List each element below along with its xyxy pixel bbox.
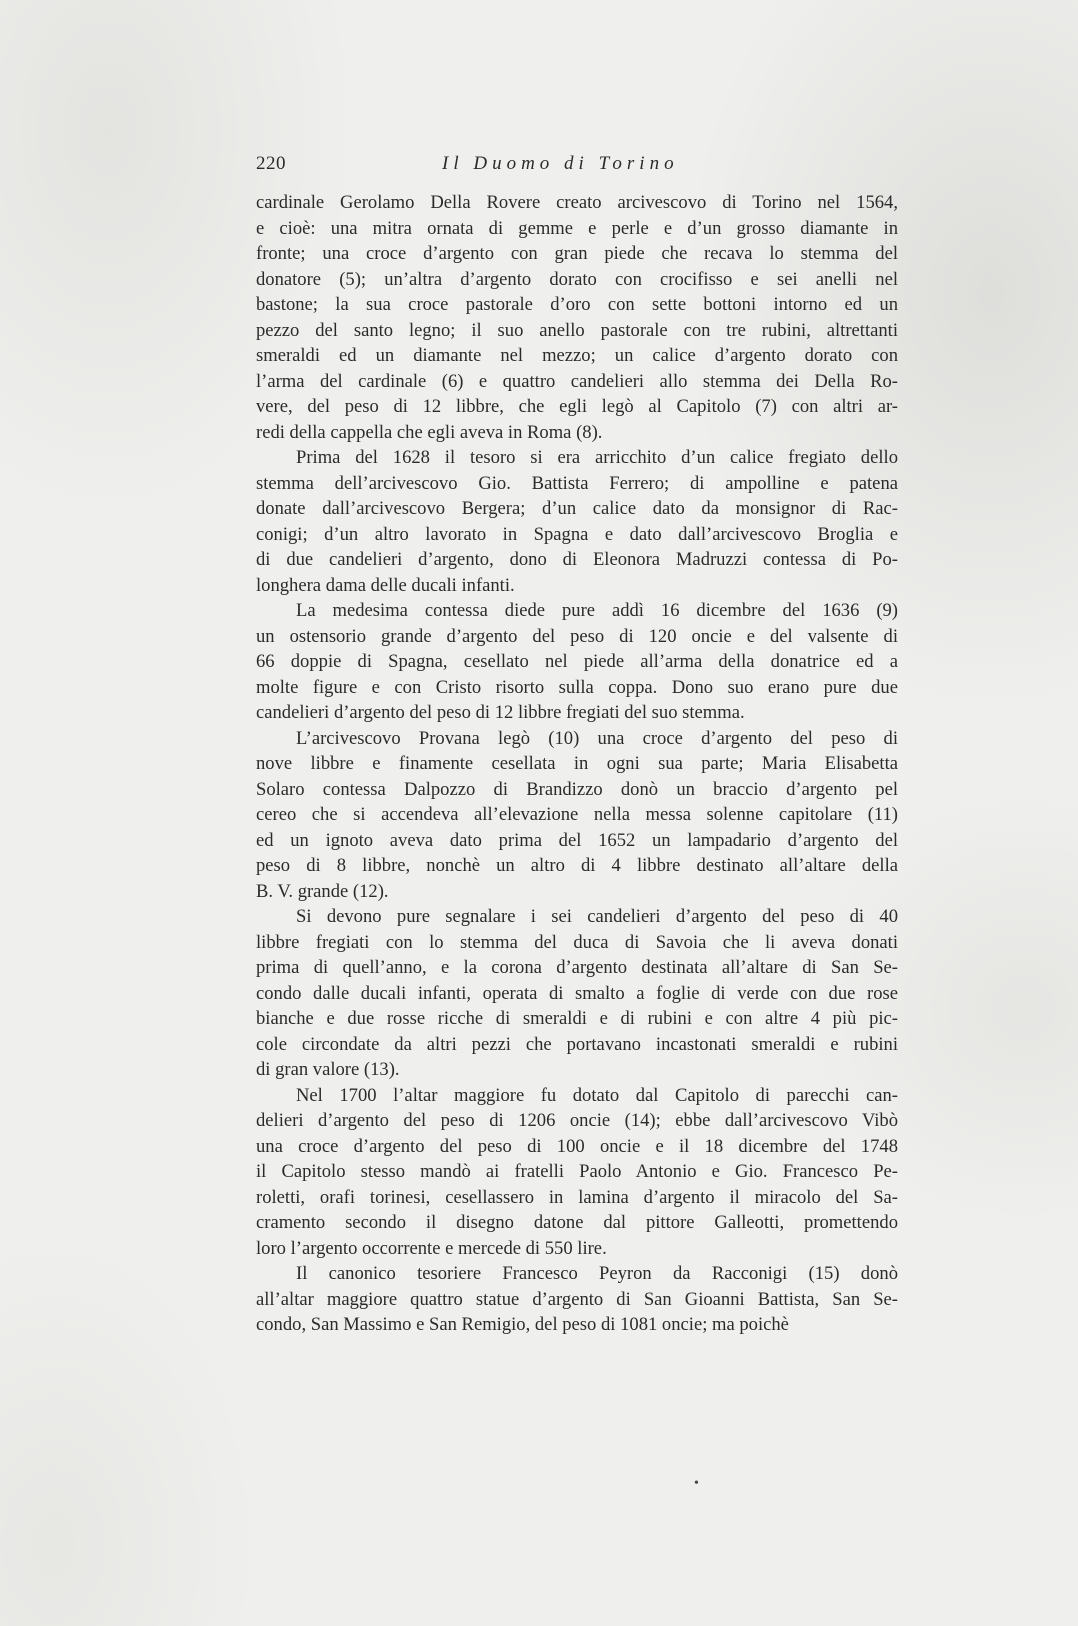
text-line: candelieri d’argento del peso di 12 libbre fregiati del suo stemma. (256, 702, 745, 723)
footer-mark: • (694, 1476, 699, 1491)
text-line: l’arma del cardinale (6) e quattro candelieri allo stemma dei Della Ro- (256, 370, 898, 392)
text-line: vere, del peso di 12 libbre, che egli legò al Capitolo (7) con altri ar- (256, 396, 898, 417)
text-line: e cioè: una mitra ornata di gemme e perle e d’un grosso diamante in (256, 217, 898, 239)
text-line: bianche e due rosse ricche di smeraldi e di rubini e con altre 4 più pic- (256, 1008, 898, 1029)
text-line: pezzo del santo legno; il suo anello pastorale con tre rubini, altrettanti (256, 319, 898, 341)
text-line: cole circondate da altri pezzi che portavano incastonati smeraldi e rubini (256, 1033, 898, 1055)
text-line: redi della cappella che egli aveva in Roma (8). (256, 421, 603, 443)
paragraph (256, 726, 898, 905)
text-line: La medesima contessa diede pure addì 16 dicembre del 1636 (9) (296, 600, 898, 621)
text-line: B. V. grande (12). (256, 880, 389, 902)
body-text (256, 190, 898, 1338)
text-line: fronte; una croce d’argento con gran piede che recava lo stemma del (256, 243, 898, 264)
paragraph (256, 904, 898, 1083)
text-line: un ostensorio grande d’argento del peso di 120 oncie e del valsente di (256, 625, 898, 647)
text-line: L’arcivescovo Provana legò (10) una croce d’argento del peso di (296, 727, 898, 749)
text-line: condo dalle ducali infanti, operata di smalto a foglie di verde con due rose (256, 982, 898, 1004)
text-line: peso di 8 libbre, nonchè un altro di 4 libbre destinato all’altare della (256, 855, 898, 876)
text-line: loro l’argento occorrente e mercede di 550 lire. (256, 1237, 607, 1259)
text-line: prima di quell’anno, e la corona d’argento destinata all’altare di San Se- (256, 957, 898, 978)
text-line: cardinale Gerolamo Della Rovere creato arcivescovo di Torino nel 1564, (256, 192, 898, 213)
text-line: cereo che si accendeva all’elevazione nella messa solenne capitolare (11) (256, 804, 898, 825)
text-line: di due candelieri d’argento, dono di Eleonora Madruzzi contessa di Po- (256, 549, 898, 570)
paragraph (256, 598, 898, 726)
paragraph (256, 1083, 898, 1262)
page-number: 220 (256, 153, 286, 174)
text-line: Si devono pure segnalare i sei candelieri d’argento del peso di 40 (296, 906, 898, 927)
text-line: roletti, orafi torinesi, cesellassero in lamina d’argento il miracolo del Sa- (256, 1186, 898, 1208)
paragraph (256, 190, 898, 445)
text-line: bastone; la sua croce pastorale d’oro con sette bottoni intorno ed un (256, 294, 898, 315)
text-line: Il canonico tesoriere Francesco Peyron da Racconigi (15) donò (296, 1263, 898, 1284)
running-title: Il Duomo di Torino (442, 153, 679, 174)
text-line: delieri d’argento del peso di 1206 oncie (14); ebbe dall’arcivescovo Vibò (256, 1110, 898, 1131)
paragraph (256, 1261, 898, 1338)
text-line: cramento secondo il disegno datone dal pittore Galleotti, promettendo (256, 1212, 898, 1233)
text-line: Solaro contessa Dalpozzo di Brandizzo donò un braccio d’argento pel (256, 778, 898, 800)
text-line: libbre fregiati con lo stemma del duca di Savoia che li aveva donati (256, 931, 898, 953)
page-header (256, 153, 906, 177)
text-line: condo, San Massimo e San Remigio, del peso di 1081 oncie; ma poichè (256, 1314, 789, 1335)
text-line: Prima del 1628 il tesoro si era arricchito d’un calice fregiato dello (296, 447, 898, 468)
text-line: conigi; d’un altro lavorato in Spagna e dato dall’arcivescovo Broglia e (256, 523, 898, 545)
text-line: ed un ignoto aveva dato prima del 1652 un lampadario d’argento del (256, 829, 898, 851)
text-line: il Capitolo stesso mandò ai fratelli Paolo Antonio e Gio. Francesco Pe- (256, 1161, 898, 1182)
text-line: 66 doppie di Spagna, cesellato nel piede all’arma della donatrice ed a (256, 651, 898, 672)
text-line: smeraldi ed un diamante nel mezzo; un calice d’argento dorato con (256, 345, 898, 366)
text-line: longhera dama delle ducali infanti. (256, 574, 515, 596)
text-line: all’altar maggiore quattro statue d’argento di San Gioanni Battista, San Se- (256, 1288, 898, 1310)
text-line: di gran valore (13). (256, 1059, 400, 1080)
text-line: molte figure e con Cristo risorto sulla coppa. Dono suo erano pure due (256, 676, 898, 698)
text-line: donatore (5); un’altra d’argento dorato con crocifisso e sei anelli nel (256, 268, 898, 290)
text-line: nove libbre e finamente cesellata in ogni sua parte; Maria Elisabetta (256, 753, 898, 774)
text-line: donate dall’arcivescovo Bergera; d’un calice dato da monsignor di Rac- (256, 498, 898, 519)
paragraph (256, 445, 898, 598)
text-line: stemma dell’arcivescovo Gio. Battista Ferrero; di ampolline e patena (256, 472, 898, 494)
text-line: una croce d’argento del peso di 100 oncie e il 18 dicembre del 1748 (256, 1135, 898, 1157)
text-line: Nel 1700 l’altar maggiore fu dotato dal Capitolo di parecchi can- (296, 1084, 898, 1106)
